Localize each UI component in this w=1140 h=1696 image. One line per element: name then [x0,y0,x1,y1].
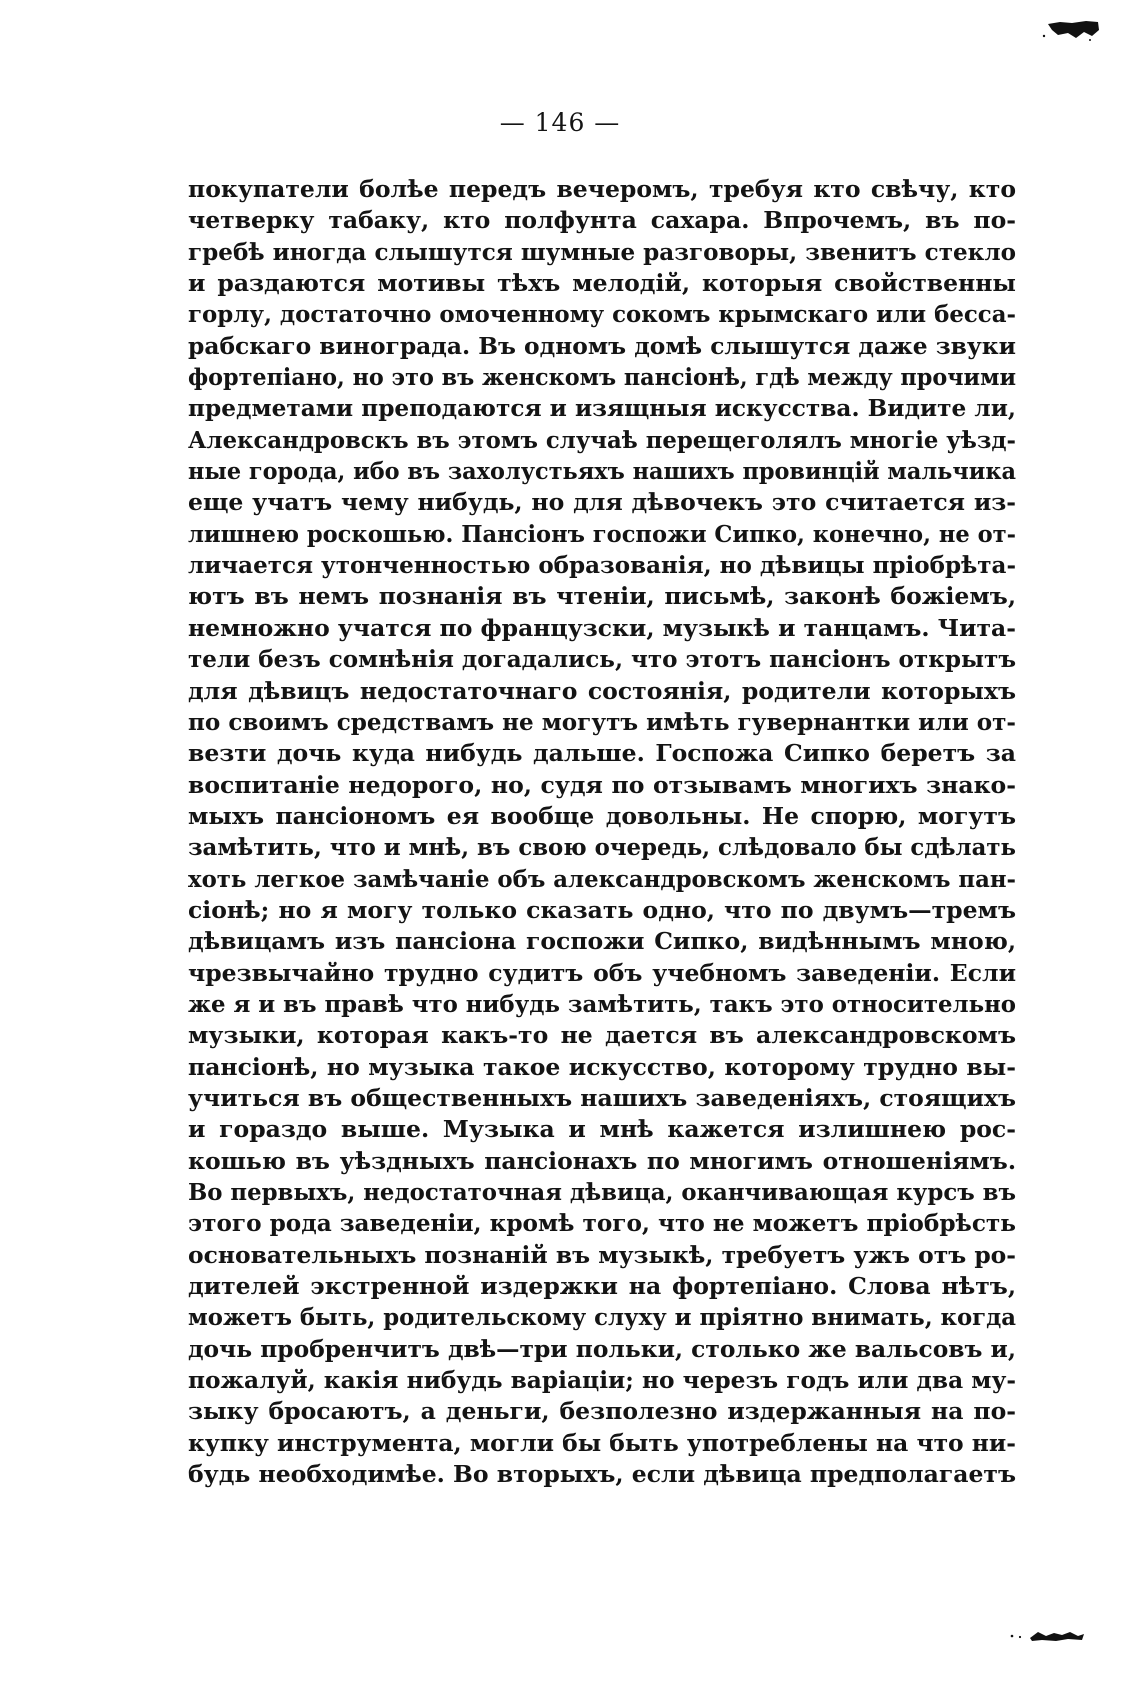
text-line: для дѣвицъ недостаточнаго состоянія, родители которыхъ [188,676,1016,705]
text-line: дителей экстренной издержки на фортепіано. Слова нѣтъ, [188,1272,1016,1301]
text-line: пожалуй, какія нибудь варіаціи; но черезъ годъ или два му- [188,1366,1016,1395]
text-line: немножно учатся по французски, музыкѣ и танцамъ. Чита- [188,613,1016,642]
text-line: предметами преподаются и изящныя искусства. Видите ли, [188,394,1016,423]
text-line: музыки, которая какъ-то не дается въ александровскомъ [188,1021,1016,1050]
text-line: личается утонченностью образованія, но дѣвицы пріобрѣта- [188,551,1016,580]
text-line: четверку табаку, кто полфунта сахара. Впрочемъ, въ по- [188,206,1016,235]
text-line: гребѣ иногда слышутся шумные разговоры, звенитъ стекло [188,237,1016,266]
text-line: горлу, достаточно омоченному сокомъ крымскаго или бесса- [188,300,1016,329]
scan-artifact-top-right [1042,18,1100,42]
text-line: основательныхъ познаній въ музыкѣ, требуетъ ужъ отъ ро- [188,1240,1016,1269]
text-line: пансіонѣ, но музыка такое искусство, которому трудно вы- [188,1052,1016,1081]
page-number: — 146 — [499,108,621,137]
text-line: хоть легкое замѣчаніе объ александровскомъ женскомъ пан- [188,864,1016,893]
text-line: Александровскъ въ этомъ случаѣ перещеголялъ многіе уѣзд- [188,425,1016,454]
text-line: замѣтить, что и мнѣ, въ свою очередь, слѣдовало бы сдѣлать [188,833,1016,862]
text-line: зыку бросаютъ, а деньги, безполезно издержанныя на по- [188,1397,1016,1426]
text-line: фортепіано, но это въ женскомъ пансіонѣ, гдѣ между прочими [188,363,1016,392]
text-line: тели безъ сомнѣнія догадались, что этотъ пансіонъ открытъ [188,645,1016,674]
text-line: покупатели болѣе передъ вечеромъ, требуя кто свѣчу, кто [188,175,1016,203]
text-line: же я и въ правѣ что нибудь замѣтить, такъ это относительно [188,989,1016,1018]
text-line: мыхъ пансіономъ ея вообще довольны. Не спорю, могутъ [188,801,1016,830]
text-line: и раздаются мотивы тѣхъ мелодій, которыя свойственны [188,269,1016,298]
text-line: сіонѣ; но я могу только сказать одно, что по двумъ—тремъ [188,895,1016,924]
text-line: ютъ въ немъ познанія въ чтеніи, письмѣ, законѣ божіемъ, [188,582,1016,611]
text-line: и гораздо выше. Музыка и мнѣ кажется излишнею рос- [188,1115,1016,1144]
text-line: дочь пробренчитъ двѣ—три польки, столько же вальсовъ и, [188,1334,1016,1363]
scan-artifact-bottom-right [1008,1624,1088,1644]
text-line: учиться въ общественныхъ нашихъ заведеніяхъ, стоящихъ [188,1083,1016,1112]
text-line: везти дочь куда нибудь дальше. Госпожа Сипко беретъ за [188,739,1016,768]
text-line: будь необходимѣе. Во вторыхъ, если дѣвица предполагаетъ [188,1460,1016,1489]
text-line: можетъ быть, родительскому слуху и пріятно внимать, когда [188,1303,1016,1332]
text-line: рабскаго винограда. Въ одномъ домѣ слышутся даже звуки [188,331,1016,360]
text-line: купку инструмента, могли бы быть употреблены на что ни- [188,1428,1016,1457]
body-text [188,174,1016,1490]
text-line: лишнею роскошью. Пансіонъ госпожи Сипко, конечно, не от- [188,519,1016,548]
text-line: дѣвицамъ изъ пансіона госпожи Сипко, видѣннымъ мною, [188,927,1016,956]
text-line: Во первыхъ, недостаточная дѣвица, оканчивающая курсъ въ [188,1178,1016,1206]
text-line: чрезвычайно трудно судитъ объ учебномъ заведеніи. Если [188,958,1016,987]
text-line: кошью въ уѣздныхъ пансіонахъ по многимъ отношеніямъ. [188,1146,1016,1175]
text-line: по своимъ средствамъ не могутъ имѣть гувернантки или от- [188,707,1016,736]
text-line: этого рода заведеніи, кромѣ того, что не можетъ пріобрѣсть [188,1209,1016,1238]
text-line: еще учатъ чему нибудь, но для дѣвочекъ это считается из- [188,488,1016,517]
text-line: ные города, ибо въ захолустьяхъ нашихъ провинцій мальчика [188,457,1016,486]
text-line: воспитаніе недорого, но, судя по отзывамъ многихъ знако- [188,770,1016,799]
